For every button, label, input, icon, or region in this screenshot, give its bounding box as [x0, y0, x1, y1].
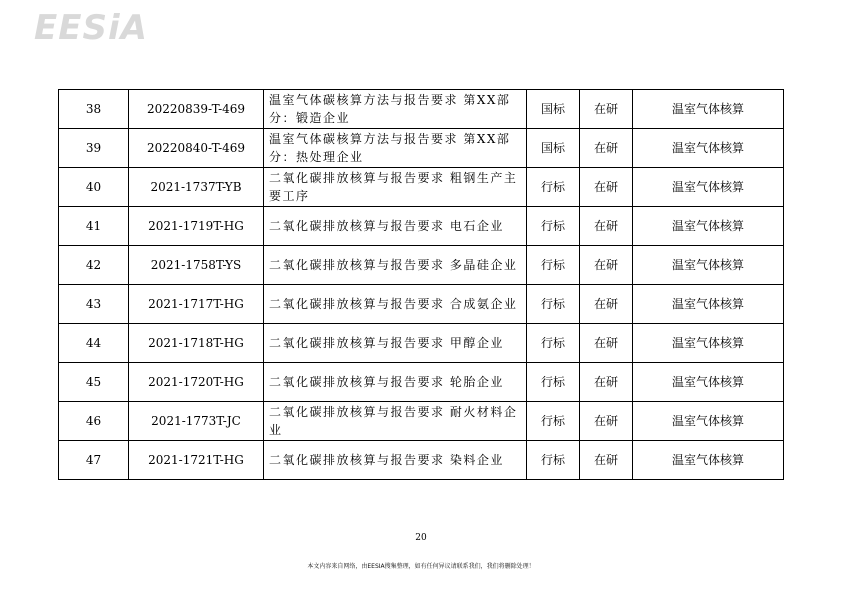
cell-standard-type: 行标 [527, 363, 580, 402]
cell-standard-name: 二氧化碳排放核算与报告要求 电石企业 [264, 207, 527, 246]
cell-number: 38 [59, 90, 129, 129]
cell-number: 44 [59, 324, 129, 363]
table-row [59, 207, 784, 246]
cell-plan-code: 2021-1721T-HG [129, 441, 264, 480]
table-row [59, 285, 784, 324]
cell-standard-name: 温室气体碳核算方法与报告要求 第XX部分：热处理企业 [264, 129, 527, 168]
cell-standard-type: 行标 [527, 285, 580, 324]
cell-status: 在研 [580, 246, 633, 285]
cell-standard-type: 行标 [527, 207, 580, 246]
table-row [59, 324, 784, 363]
cell-category: 温室气体核算 [633, 402, 784, 441]
cell-number: 40 [59, 168, 129, 207]
cell-category: 温室气体核算 [633, 441, 784, 480]
cell-status: 在研 [580, 363, 633, 402]
standards-table [58, 89, 784, 480]
cell-standard-name: 二氧化碳排放核算与报告要求 粗钢生产主要工序 [264, 168, 527, 207]
page-number: 20 [415, 533, 427, 543]
cell-category: 温室气体核算 [633, 285, 784, 324]
cell-category: 温室气体核算 [633, 246, 784, 285]
cell-standard-name: 二氧化碳排放核算与报告要求 耐火材料企业 [264, 402, 527, 441]
cell-number: 46 [59, 402, 129, 441]
cell-category: 温室气体核算 [633, 168, 784, 207]
cell-number: 41 [59, 207, 129, 246]
cell-plan-code: 2021-1718T-HG [129, 324, 264, 363]
table-row [59, 168, 784, 207]
cell-category: 温室气体核算 [633, 207, 784, 246]
cell-standard-type: 国标 [527, 129, 580, 168]
table-row [59, 402, 784, 441]
cell-status: 在研 [580, 402, 633, 441]
cell-plan-code: 2021-1737T-YB [129, 168, 264, 207]
table-row [59, 246, 784, 285]
cell-number: 47 [59, 441, 129, 480]
cell-plan-code: 2021-1773T-JC [129, 402, 264, 441]
table-row [59, 90, 784, 129]
cell-plan-code: 2021-1717T-HG [129, 285, 264, 324]
footer-disclaimer: 本文内容来自网络，由EESIA搜集整理，如有任何异议请联系我们，我们将删除处理！ [307, 563, 535, 570]
cell-standard-type: 行标 [527, 168, 580, 207]
cell-standard-name: 二氧化碳排放核算与报告要求 多晶硅企业 [264, 246, 527, 285]
cell-standard-name: 二氧化碳排放核算与报告要求 合成氨企业 [264, 285, 527, 324]
cell-standard-type: 行标 [527, 324, 580, 363]
cell-status: 在研 [580, 441, 633, 480]
cell-category: 温室气体核算 [633, 363, 784, 402]
cell-standard-type: 行标 [527, 246, 580, 285]
table-row [59, 363, 784, 402]
cell-category: 温室气体核算 [633, 90, 784, 129]
cell-number: 45 [59, 363, 129, 402]
cell-status: 在研 [580, 90, 633, 129]
cell-standard-type: 国标 [527, 90, 580, 129]
cell-plan-code: 20220839-T-469 [129, 90, 264, 129]
cell-status: 在研 [580, 129, 633, 168]
cell-number: 42 [59, 246, 129, 285]
cell-standard-type: 行标 [527, 402, 580, 441]
table-body [59, 90, 784, 480]
table-row [59, 441, 784, 480]
cell-number: 43 [59, 285, 129, 324]
cell-status: 在研 [580, 168, 633, 207]
cell-plan-code: 2021-1719T-HG [129, 207, 264, 246]
cell-standard-name: 二氧化碳排放核算与报告要求 轮胎企业 [264, 363, 527, 402]
cell-plan-code: 2021-1720T-HG [129, 363, 264, 402]
cell-plan-code: 2021-1758T-YS [129, 246, 264, 285]
cell-category: 温室气体核算 [633, 129, 784, 168]
cell-status: 在研 [580, 207, 633, 246]
cell-status: 在研 [580, 324, 633, 363]
table-row [59, 129, 784, 168]
cell-number: 39 [59, 129, 129, 168]
eesia-logo: EESiA [34, 8, 148, 48]
cell-status: 在研 [580, 285, 633, 324]
cell-plan-code: 20220840-T-469 [129, 129, 264, 168]
cell-standard-type: 行标 [527, 441, 580, 480]
cell-standard-name: 温室气体碳核算方法与报告要求 第XX部分：锻造企业 [264, 90, 527, 129]
cell-standard-name: 二氧化碳排放核算与报告要求 染料企业 [264, 441, 527, 480]
cell-standard-name: 二氧化碳排放核算与报告要求 甲醇企业 [264, 324, 527, 363]
cell-category: 温室气体核算 [633, 324, 784, 363]
